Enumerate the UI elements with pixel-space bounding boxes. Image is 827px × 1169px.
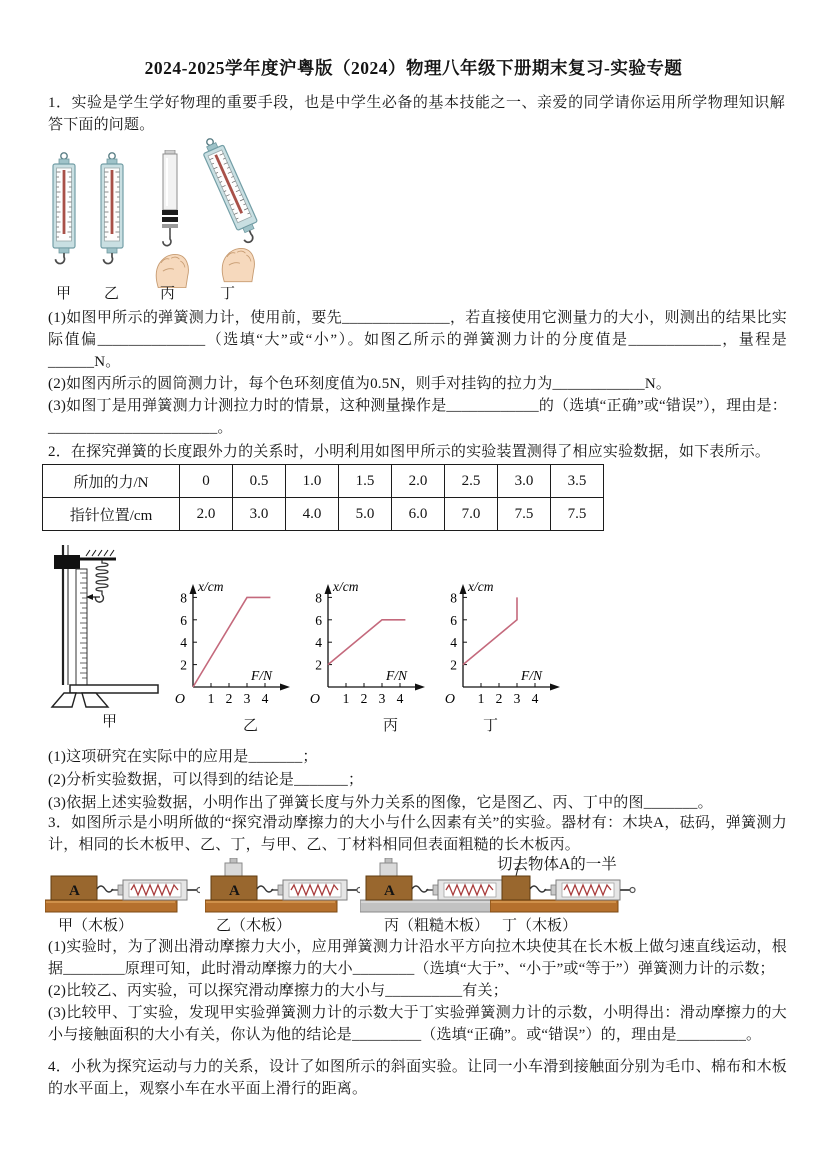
svg-text:2: 2 — [360, 691, 368, 706]
graph-label-ding: 丁 — [483, 718, 499, 734]
spring-scale-jia-figure — [50, 152, 78, 266]
graph-bing — [298, 575, 426, 722]
friction-label-bing: 丙（粗糙木板） — [384, 918, 490, 934]
svg-text:2: 2 — [495, 691, 503, 706]
svg-text:x/cm: x/cm — [198, 579, 224, 594]
friction-setup-yi-figure — [205, 858, 360, 916]
svg-text:8: 8 — [180, 590, 187, 606]
table-cell: 3.5 — [551, 465, 604, 498]
table-cell: 1.0 — [286, 465, 339, 498]
svg-text:2: 2 — [225, 691, 233, 706]
table-cell: 7.5 — [498, 498, 551, 531]
table-cell: 2.0 — [392, 465, 445, 498]
tilted-scale-ding-figure — [182, 138, 266, 288]
q3-part-1: (1)实验时，为了测出滑动摩擦力大小，应用弹簧测力计沿水平方向拉木块使其在长木板上做匀速直线运动，根据________原理可知，此时滑动摩擦力的大小________（选填“大于”、“小于”或“等于”）弹簧测力计的示数； — [48, 939, 787, 977]
table-row — [43, 465, 604, 498]
svg-text:A: A — [229, 883, 240, 899]
svg-text:4: 4 — [180, 635, 187, 651]
q2-part-3: (3)依据上述实验数据，小明作出了弹簧长度与外力关系的图像，它是图乙、丙、丁中的图_______。 — [48, 795, 713, 811]
table-row-header: 指针位置/cm — [43, 498, 180, 531]
svg-text:8: 8 — [315, 590, 322, 606]
friction-label-ding: 丁（木板） — [502, 918, 578, 934]
q1-part-1: (1)如图甲所示的弹簧测力计，使用前，要先______________，若直接使用它测量力的大小，则测出的结果比实际值偏______________（选填“大”或“小”）。如图乙所示的弹簧测力计的分度值是____________，量程是______N。 — [48, 310, 787, 370]
figure-label-ding: 丁 — [220, 286, 236, 302]
q4-intro: 4．小秋为探究运动与力的关系，设计了如图所示的斜面实验。让同一小车滑到接触面分别为毛巾、棉布和木板的水平面上，观察小车在水平面上滑行的距离。 — [48, 1059, 787, 1097]
q3-intro: 3．如图所示是小明所做的“探究滑动摩擦力的大小与什么因素有关”的实验。器材有：木块A，砝码，弹簧测力计，相同的长木板甲、乙、丁，与甲、乙、丁材料相同但表面粗糙的长木板丙。 — [48, 815, 787, 853]
table-row — [43, 498, 604, 531]
table-cell: 7.0 — [445, 498, 498, 531]
q3-part-2: (2)比较乙、丙实验，可以探究滑动摩擦力的大小与__________有关； — [48, 983, 508, 999]
graph-label-yi: 乙 — [243, 718, 259, 734]
friction-label-jia: 甲（木板） — [58, 918, 134, 934]
figure-label-yi: 乙 — [104, 286, 120, 302]
q1-intro: 1．实验是学生学好物理的重要手段，也是中学生必备的基本技能之一、亲爱的同学请你运用所学物理知识解答下面的问题。 — [48, 95, 785, 133]
q2-parts — [48, 746, 787, 815]
q2-part-2: (2)分析实验数据，可以得到的结论是_______； — [48, 772, 364, 788]
graph-yi — [163, 575, 291, 722]
cut-block-annotation: 切去物体A的一半 — [497, 856, 617, 873]
svg-text:O: O — [444, 692, 455, 707]
page-title: 2024-2025学年度沪粤版（2024）物理八年级下册期末复习-实验专题 — [144, 58, 683, 78]
table-cell: 2.5 — [445, 465, 498, 498]
svg-text:3: 3 — [243, 691, 251, 706]
table-cell: 4.0 — [286, 498, 339, 531]
table-cell: 0 — [180, 465, 233, 498]
svg-text:8: 8 — [450, 590, 457, 606]
svg-text:1: 1 — [342, 691, 350, 706]
figure-label-jia: 甲 — [56, 286, 72, 302]
table-cell: 0.5 — [233, 465, 286, 498]
q3-parts — [48, 936, 787, 1046]
svg-text:4: 4 — [531, 691, 539, 706]
friction-setup-jia-figure — [45, 858, 200, 916]
svg-text:3: 3 — [513, 691, 521, 706]
svg-text:x/cm: x/cm — [468, 579, 494, 594]
svg-text:F/N: F/N — [521, 668, 543, 683]
svg-text:A: A — [384, 883, 395, 899]
experiment-data-table — [42, 464, 604, 531]
svg-text:2: 2 — [180, 657, 187, 673]
apparatus-label: 甲 — [102, 714, 118, 730]
svg-text:1: 1 — [477, 691, 485, 706]
figure-label-bing: 丙 — [160, 286, 176, 302]
spring-stand-apparatus-figure — [50, 543, 168, 715]
q1-parts — [48, 307, 787, 439]
q1-part-3: (3)如图丁是用弹簧测力计测拉力时的情景，这种测量操作是____________的（选填“正确”或“错误”），理由是：______________________。 — [48, 398, 787, 436]
svg-text:6: 6 — [315, 612, 322, 628]
table-cell: 2.0 — [180, 498, 233, 531]
table-cell: 1.5 — [339, 465, 392, 498]
spring-scale-yi-figure — [98, 152, 126, 266]
table-cell: 6.0 — [392, 498, 445, 531]
graph-label-bing: 丙 — [383, 718, 399, 734]
table-cell: 3.0 — [233, 498, 286, 531]
svg-text:4: 4 — [261, 691, 269, 706]
friction-label-yi: 乙（木板） — [216, 918, 292, 934]
chart-svg — [163, 575, 291, 717]
svg-text:4: 4 — [450, 635, 457, 651]
svg-text:x/cm: x/cm — [333, 579, 359, 594]
q1-part-2: (2)如图丙所示的圆筒测力计，每个色环刻度值为0.5N，则手对挂钩的拉力为____________N。 — [48, 376, 672, 392]
q3-part-3: (3)比较甲、丁实验，发现甲实验弹簧测力计的示数大于丁实验弹簧测力计的示数，小明得出：滑动摩擦力的大小与接触面积的大小有关，你认为他的结论是_________（选填“正确”。或“错误”）的，理由是_________。 — [48, 1005, 787, 1043]
svg-text:4: 4 — [315, 635, 322, 651]
svg-text:O: O — [174, 692, 185, 707]
table-cell: 3.0 — [498, 465, 551, 498]
q2-part-1: (1)这项研究在实际中的应用是_______； — [48, 749, 318, 765]
svg-text:3: 3 — [378, 691, 386, 706]
chart-svg — [433, 575, 561, 717]
chart-svg — [298, 575, 426, 717]
graph-ding — [433, 575, 561, 722]
svg-text:6: 6 — [180, 612, 187, 628]
table-row-header: 所加的力/N — [43, 465, 180, 498]
svg-text:4: 4 — [396, 691, 404, 706]
svg-text:2: 2 — [450, 657, 457, 673]
svg-text:2: 2 — [315, 657, 322, 673]
table-cell: 7.5 — [551, 498, 604, 531]
svg-text:O: O — [309, 692, 320, 707]
svg-text:6: 6 — [450, 612, 457, 628]
table-cell: 5.0 — [339, 498, 392, 531]
svg-text:F/N: F/N — [251, 668, 273, 683]
svg-text:F/N: F/N — [386, 668, 408, 683]
q2-intro: 2．在探究弹簧的长度跟外力的关系时，小明利用如图甲所示的实验装置测得了相应实验数据，如下表所示。 — [48, 444, 771, 460]
svg-text:1: 1 — [207, 691, 215, 706]
svg-text:A: A — [69, 883, 80, 899]
